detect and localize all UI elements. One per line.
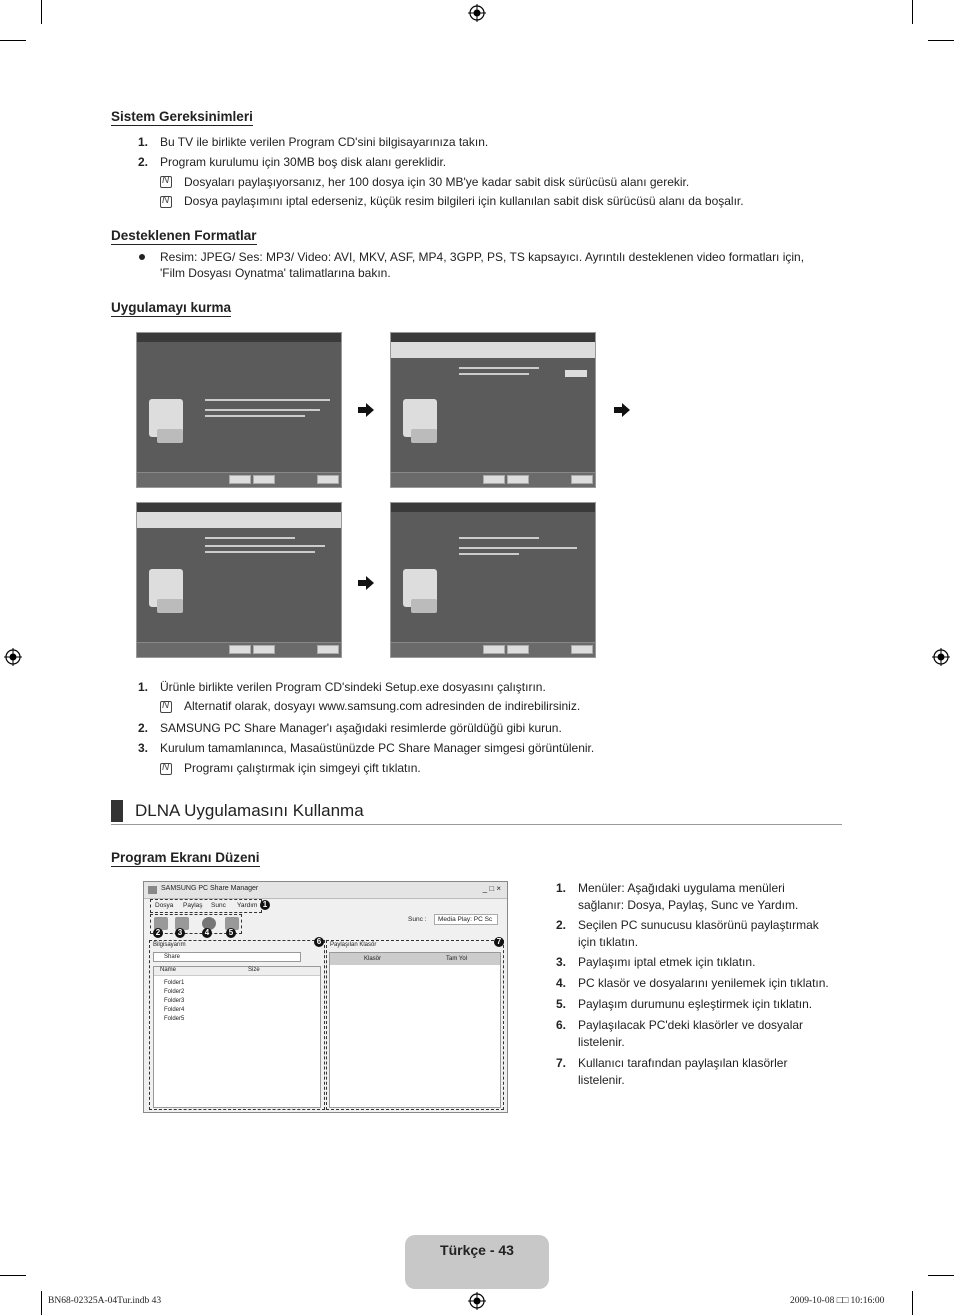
- install-screenshot-3: [136, 502, 342, 658]
- program-item-text: sağlanır: Dosya, Paylaş, Sunc ve Yardım.: [578, 898, 799, 912]
- note-icon: [160, 196, 172, 208]
- crop-mark: [0, 1275, 26, 1276]
- page-number: Türkçe - 43: [440, 1242, 514, 1258]
- file-name: BN68-02325A-04Tur.indb 43: [48, 1296, 162, 1306]
- program-screen-heading: Program Ekranı Düzeni: [111, 850, 260, 865]
- crop-mark: [0, 40, 26, 41]
- sync-select-value: Media Play: PC Sc: [438, 916, 493, 923]
- column-size[interactable]: Size: [248, 967, 260, 973]
- program-item-text: için tıklatın.: [578, 935, 639, 949]
- arrow-right-icon: [614, 403, 630, 417]
- folder-item[interactable]: Folder1: [164, 980, 185, 986]
- folder-item[interactable]: Folder4: [164, 1007, 185, 1013]
- install-step: Kurulum tamamlanınca, Masaüstünüzde PC Share Manager simgesi görüntülenir.: [160, 741, 595, 755]
- window-title: SAMSUNG PC Share Manager: [161, 885, 259, 892]
- column-folder[interactable]: Klasör: [364, 956, 382, 962]
- shared-list[interactable]: [329, 952, 501, 1108]
- step-number: 7.: [556, 1056, 567, 1070]
- step-number: 2.: [138, 155, 149, 169]
- step-number: 1.: [138, 680, 149, 694]
- folder-item[interactable]: Folder5: [164, 1016, 185, 1022]
- callout-badge: 7: [494, 937, 504, 947]
- formats-heading: Desteklenen Formatlar: [111, 228, 257, 243]
- print-timestamp: 2009-10-08 □□ 10:16:00: [790, 1296, 885, 1306]
- registration-mark-icon: [4, 648, 22, 666]
- folder-item[interactable]: Folder2: [164, 989, 185, 995]
- crop-mark: [41, 0, 42, 24]
- callout-badge: 1: [260, 900, 270, 910]
- formats-text: Resim: JPEG/ Ses: MP3/ Video: AVI, MKV, ASF, MP4, 3GPP, PS, TS kapsayıcı. Ayrıntılı desteklenen video formatları için,: [160, 250, 805, 264]
- crop-mark: [912, 0, 913, 24]
- program-item-6: [578, 1017, 848, 1051]
- install-screenshot-2: [390, 332, 596, 488]
- note-text: Alternatif olarak, dosyayı www.samsung.com adresinden de indirebilirsiniz.: [184, 699, 581, 713]
- program-item-text: listelenir.: [578, 1073, 625, 1087]
- callout-badge: 2: [153, 928, 163, 938]
- file-list[interactable]: [153, 966, 321, 1108]
- step-number: 3.: [138, 741, 149, 755]
- step-number: 1.: [138, 135, 149, 149]
- program-item-text: Menüler: Aşağıdaki uygulama menüleri: [578, 881, 785, 895]
- arrow-right-icon: [358, 576, 374, 590]
- note-icon: [160, 176, 172, 188]
- install-step: Ürünle birlikte verilen Program CD'sindeki Setup.exe dosyasını çalıştırın.: [160, 680, 546, 694]
- title-bar: [144, 882, 507, 899]
- shared-panel-label: Paylaşılan Klasör: [330, 942, 377, 948]
- note-text: Programı çalıştırmak için simgeyi çift tıklatın.: [184, 761, 421, 775]
- install-step: SAMSUNG PC Share Manager'ı aşağıdaki resimlerde görüldüğü gibi kurun.: [160, 721, 562, 735]
- app-window: [143, 881, 508, 1113]
- step-number: 3.: [556, 955, 567, 969]
- menu-file[interactable]: Dosya: [155, 902, 174, 909]
- step-number: 5.: [556, 997, 567, 1011]
- callout-badge: 6: [314, 937, 324, 947]
- folder-select[interactable]: [153, 952, 301, 962]
- step-number: 1.: [556, 881, 567, 895]
- step-number: 6.: [556, 1018, 567, 1032]
- program-item-5: Paylaşım durumunu eşleştirmek için tıklatın.: [578, 997, 813, 1011]
- menu-help[interactable]: Yardım: [237, 902, 258, 909]
- callout-badge: 4: [202, 928, 212, 938]
- note-text: Dosyaları paylaşıyorsanız, her 100 dosya için 30 MB'ye kadar sabit disk sürücüsü alanı gerekir.: [184, 175, 690, 189]
- install-heading: Uygulamayı kurma: [111, 300, 232, 315]
- dlna-title: DLNA Uygulamasını Kullanma: [135, 801, 364, 820]
- program-item-3: Paylaşımı iptal etmek için tıklatın.: [578, 955, 756, 969]
- registration-mark-icon: [468, 1292, 486, 1310]
- crop-mark: [41, 1291, 42, 1315]
- registration-mark-icon: [932, 648, 950, 666]
- shared-panel: [326, 940, 504, 1110]
- note-icon: [160, 763, 172, 775]
- step-number: 2.: [556, 918, 567, 932]
- page-footer-tab: [405, 1235, 549, 1289]
- requirement-item: Bu TV ile birlikte verilen Program CD'sini bilgisayarınıza takın.: [160, 135, 489, 149]
- registration-mark-icon: [468, 4, 486, 22]
- section-marker: [111, 800, 123, 822]
- crop-mark: [928, 40, 954, 41]
- install-screenshot-4: [390, 502, 596, 658]
- requirements-heading: Sistem Gereksinimleri: [111, 109, 253, 124]
- menu-share[interactable]: Paylaş: [183, 902, 203, 909]
- formats-text: 'Film Dosyası Oynatma' talimatlarına bakın.: [160, 266, 391, 280]
- crop-mark: [912, 1291, 913, 1315]
- folder-tree: [164, 979, 184, 1024]
- program-item-1: [578, 880, 848, 914]
- menu-sync[interactable]: Sunc: [211, 902, 226, 909]
- requirement-item: Program kurulumu için 30MB boş disk alanı gereklidir.: [160, 155, 447, 169]
- window-controls[interactable]: _ □ ×: [482, 884, 501, 893]
- program-item-text: Paylaşılacak PC'deki klasörler ve dosyalar: [578, 1018, 804, 1032]
- program-item-7: [578, 1055, 848, 1089]
- bullet: [139, 254, 145, 260]
- arrow-right-icon: [358, 403, 374, 417]
- callout-badge: 5: [226, 928, 236, 938]
- pc-panel: [149, 940, 325, 1110]
- install-screenshot-1: [136, 332, 342, 488]
- file-list-header: [154, 967, 320, 976]
- app-icon: [148, 886, 157, 894]
- folder-select-value: Share: [164, 954, 181, 960]
- crop-mark: [928, 1275, 954, 1276]
- callout-badge: 3: [175, 928, 185, 938]
- program-item-2: [578, 917, 848, 951]
- program-item-text: Seçilen PC sunucusu klasörünü paylaştırmak: [578, 918, 819, 932]
- program-item-text: listelenir.: [578, 1035, 625, 1049]
- column-full-path[interactable]: Tam Yol: [446, 956, 468, 962]
- dlna-section-header: [111, 798, 842, 825]
- pc-panel-label: Bilgisayarım: [153, 942, 186, 948]
- note-text: Dosya paylaşımını iptal ederseniz, küçük resim bilgileri için kullanılan sabit disk sürücüsü alanı da boşalır.: [184, 194, 744, 208]
- program-item-4: PC klasör ve dosyalarını yenilemek için tıklatın.: [578, 976, 829, 990]
- note-icon: [160, 701, 172, 713]
- sync-select[interactable]: [434, 914, 498, 925]
- step-number: 2.: [138, 721, 149, 735]
- program-item-text: Kullanıcı tarafından paylaşılan klasörler: [578, 1056, 788, 1070]
- sync-label: Sunc :: [408, 916, 427, 923]
- step-number: 4.: [556, 976, 567, 990]
- shared-list-header: [330, 953, 500, 965]
- column-name[interactable]: Name: [160, 967, 177, 973]
- folder-item[interactable]: Folder3: [164, 998, 185, 1004]
- menu-bar: [150, 899, 262, 913]
